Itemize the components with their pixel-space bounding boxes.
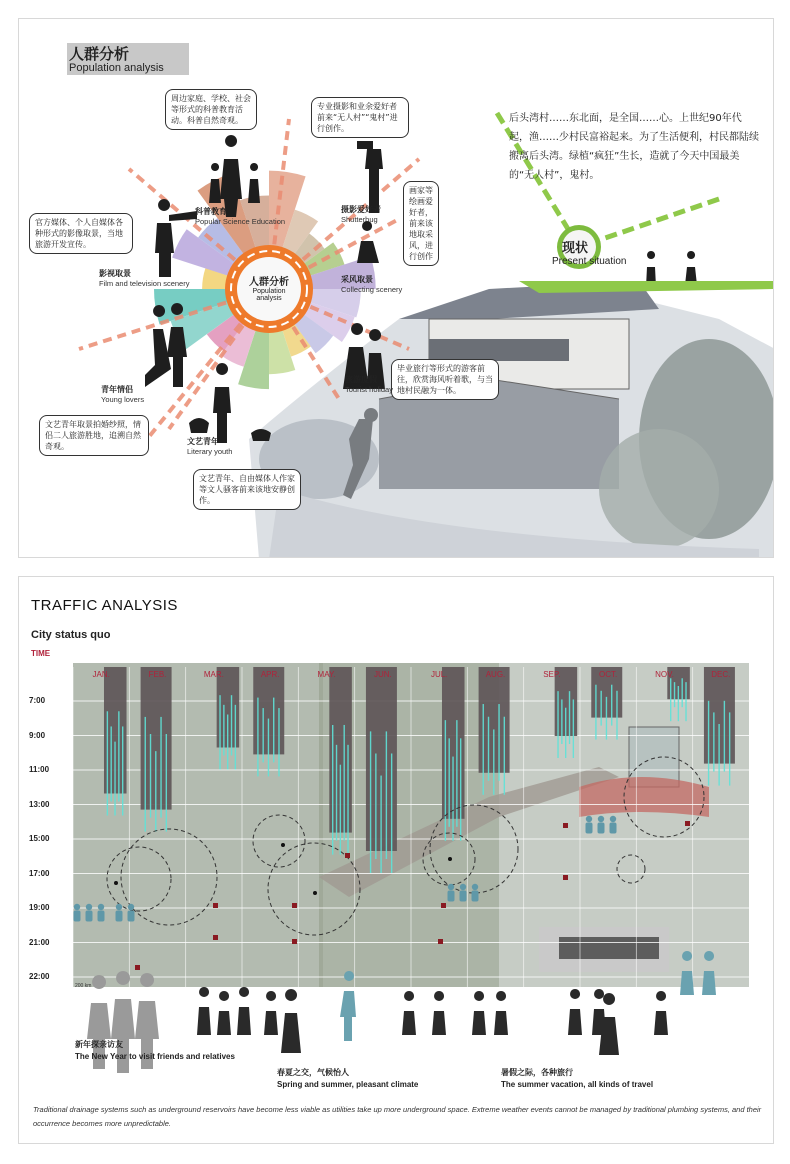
- category-tourist: [345, 375, 393, 395]
- category-film-en: Film and television scenery: [99, 279, 190, 288]
- teal-person-body: [460, 891, 467, 902]
- time-tick: 22:00: [29, 972, 50, 981]
- teal-person-body: [74, 911, 81, 922]
- footer-note: Traditional drainage systems such as underground reservoirs have become less viable as utilities take up more underground space. Extreme weather events cannot be managed by traditional plumbing systems, and their occurrence becomes more unpredictable.: [33, 1105, 762, 1128]
- caption-summer-cn: 暑假之际，各种旅行: [501, 1068, 573, 1077]
- center-label-en-1: Population: [252, 288, 286, 295]
- category-lovers-cn: 青年情侣: [101, 385, 133, 394]
- month-label: SEP.: [543, 670, 561, 679]
- traffic-chart: [19, 577, 774, 1097]
- month-label: DEC.: [711, 670, 731, 679]
- time-tick: 13:00: [29, 799, 50, 809]
- month-label: JUN.: [373, 670, 392, 679]
- teal-person-body: [586, 823, 593, 834]
- time-axis-label: TIME: [31, 649, 51, 658]
- category-film-cn: 影视取景: [99, 269, 131, 278]
- month-label: MAY.: [317, 670, 336, 679]
- teal-person-body: [610, 823, 617, 834]
- category-science-en: Popular Science Education: [195, 217, 286, 226]
- category-shutterbug: [341, 205, 381, 225]
- teal-person-body: [448, 891, 455, 902]
- time-tick: 19:00: [29, 903, 50, 912]
- teal-person: [116, 904, 122, 910]
- month-label: JAN.: [92, 670, 110, 679]
- category-literary-cn: 文艺青年: [187, 437, 219, 446]
- bubble-lovers: 文艺青年取景拍婚纱照，情侣二人旅游胜地，追溯自然奇观。: [39, 415, 149, 456]
- category-literary-en: Literary youth: [187, 447, 233, 456]
- center-label: [237, 273, 301, 302]
- present-situation-label: [552, 237, 627, 267]
- caption-new-year-en: The New Year to visit friends and relatives: [75, 1052, 235, 1061]
- caption-spring-en: Spring and summer, pleasant climate: [277, 1080, 419, 1089]
- caption-new-year-cn: 新年探亲访友: [75, 1040, 123, 1049]
- category-film: [99, 269, 189, 289]
- time-tick: 9:00: [29, 730, 46, 740]
- teal-person-body: [98, 911, 105, 922]
- population-panel: [18, 18, 774, 558]
- category-science-cn: 科普教育: [195, 207, 227, 216]
- traffic-panel: [18, 576, 774, 1144]
- month-label: OCT.: [599, 670, 618, 679]
- category-tourist-cn: 旅游度假: [345, 375, 377, 384]
- traffic-subtitle: City status quo: [31, 629, 111, 641]
- time-tick: 15:00: [29, 834, 50, 843]
- caption-spring: [277, 1067, 418, 1091]
- bubble-literary: 文艺青年、自由媒体人作家等文人骚客前来该地安静创作。: [193, 469, 301, 510]
- teal-person-body: [472, 891, 479, 902]
- teal-person: [460, 884, 466, 890]
- teal-person: [98, 904, 104, 910]
- teal-person-body: [598, 823, 605, 834]
- teal-person: [610, 816, 616, 822]
- teal-person: [86, 904, 92, 910]
- teal-person: [448, 884, 454, 890]
- month-label: MAR.: [203, 670, 224, 679]
- center-label-cn: 人群分析: [249, 277, 289, 288]
- present-situation-text: 后头湾村……东北面，是全国……心。上世纪90年代起，渔……少村民富裕起来。为了生活便利，村民都陆续搬离后头湾。绿植“疯狂”生长，造就了今天中国最美的“无人村”，鬼村。: [509, 113, 759, 181]
- caption-new-year: [75, 1039, 235, 1063]
- category-collecting-en: Collecting scenery: [341, 285, 403, 294]
- bubble-media: 官方媒体、个人自媒体各种形式的影像取景，当地旅游开发宣传。: [29, 213, 133, 254]
- bubble-painter: 画家等绘画爱好者，前来该地取采风，进行创作: [403, 181, 439, 266]
- month-label: APR.: [260, 670, 280, 679]
- population-title: 人群分析: [69, 46, 130, 63]
- category-lovers-en: Young lovers: [101, 395, 145, 404]
- category-shutterbug-cn: 摄影爱好者: [341, 205, 381, 214]
- time-tick: 17:00: [29, 868, 50, 878]
- scale-label: 200 km: [75, 983, 92, 989]
- caption-summer-en: The summer vacation, all kinds of travel: [501, 1080, 654, 1089]
- time-tick: 11:00: [29, 765, 50, 774]
- caption-spring-cn: 春夏之交，气候怡人: [277, 1068, 349, 1077]
- category-science: [195, 207, 285, 227]
- time-tick: 21:00: [29, 937, 50, 947]
- bubble-shutterbug: 专业摄影和业余爱好者前来“无人村”“鬼村”进行创作。: [311, 97, 409, 138]
- category-tourist-en: Tourist holiday: [345, 385, 393, 394]
- category-literary: [187, 437, 232, 457]
- center-label-en-2: analysis: [256, 295, 282, 302]
- present-situation-cn: 现状: [562, 241, 589, 256]
- teal-person: [128, 904, 134, 910]
- time-tick: 7:00: [29, 696, 46, 705]
- month-label: NOV.: [655, 670, 674, 679]
- bubble-science: 周边家庭、学校、社会等形式的科普教育活动。科普自然奇观。: [165, 89, 257, 130]
- teal-person-body: [86, 911, 93, 922]
- category-collecting-cn: 采风取景: [341, 275, 373, 284]
- teal-person: [598, 816, 604, 822]
- teal-person-body: [116, 911, 123, 922]
- teal-person-body: [128, 911, 135, 922]
- teal-person: [472, 884, 478, 890]
- bubble-tourist: 毕业旅行等形式的游客前往，欣赏海风听着歌，与当地村民融为一体。: [391, 359, 499, 400]
- category-collecting: [341, 275, 402, 295]
- teal-person: [586, 816, 592, 822]
- category-shutterbug-en: Shutterbug: [341, 215, 378, 224]
- caption-summer: [501, 1067, 653, 1091]
- month-label: FEB.: [148, 670, 167, 679]
- teal-person: [74, 904, 80, 910]
- month-label: AUG.: [485, 670, 506, 679]
- present-situation-en: Present situation: [552, 256, 627, 267]
- category-lovers: [101, 385, 144, 405]
- population-subtitle: Population analysis: [69, 62, 164, 74]
- traffic-title: TRAFFIC ANALYSIS: [31, 597, 178, 614]
- month-label: JUL.: [430, 670, 448, 679]
